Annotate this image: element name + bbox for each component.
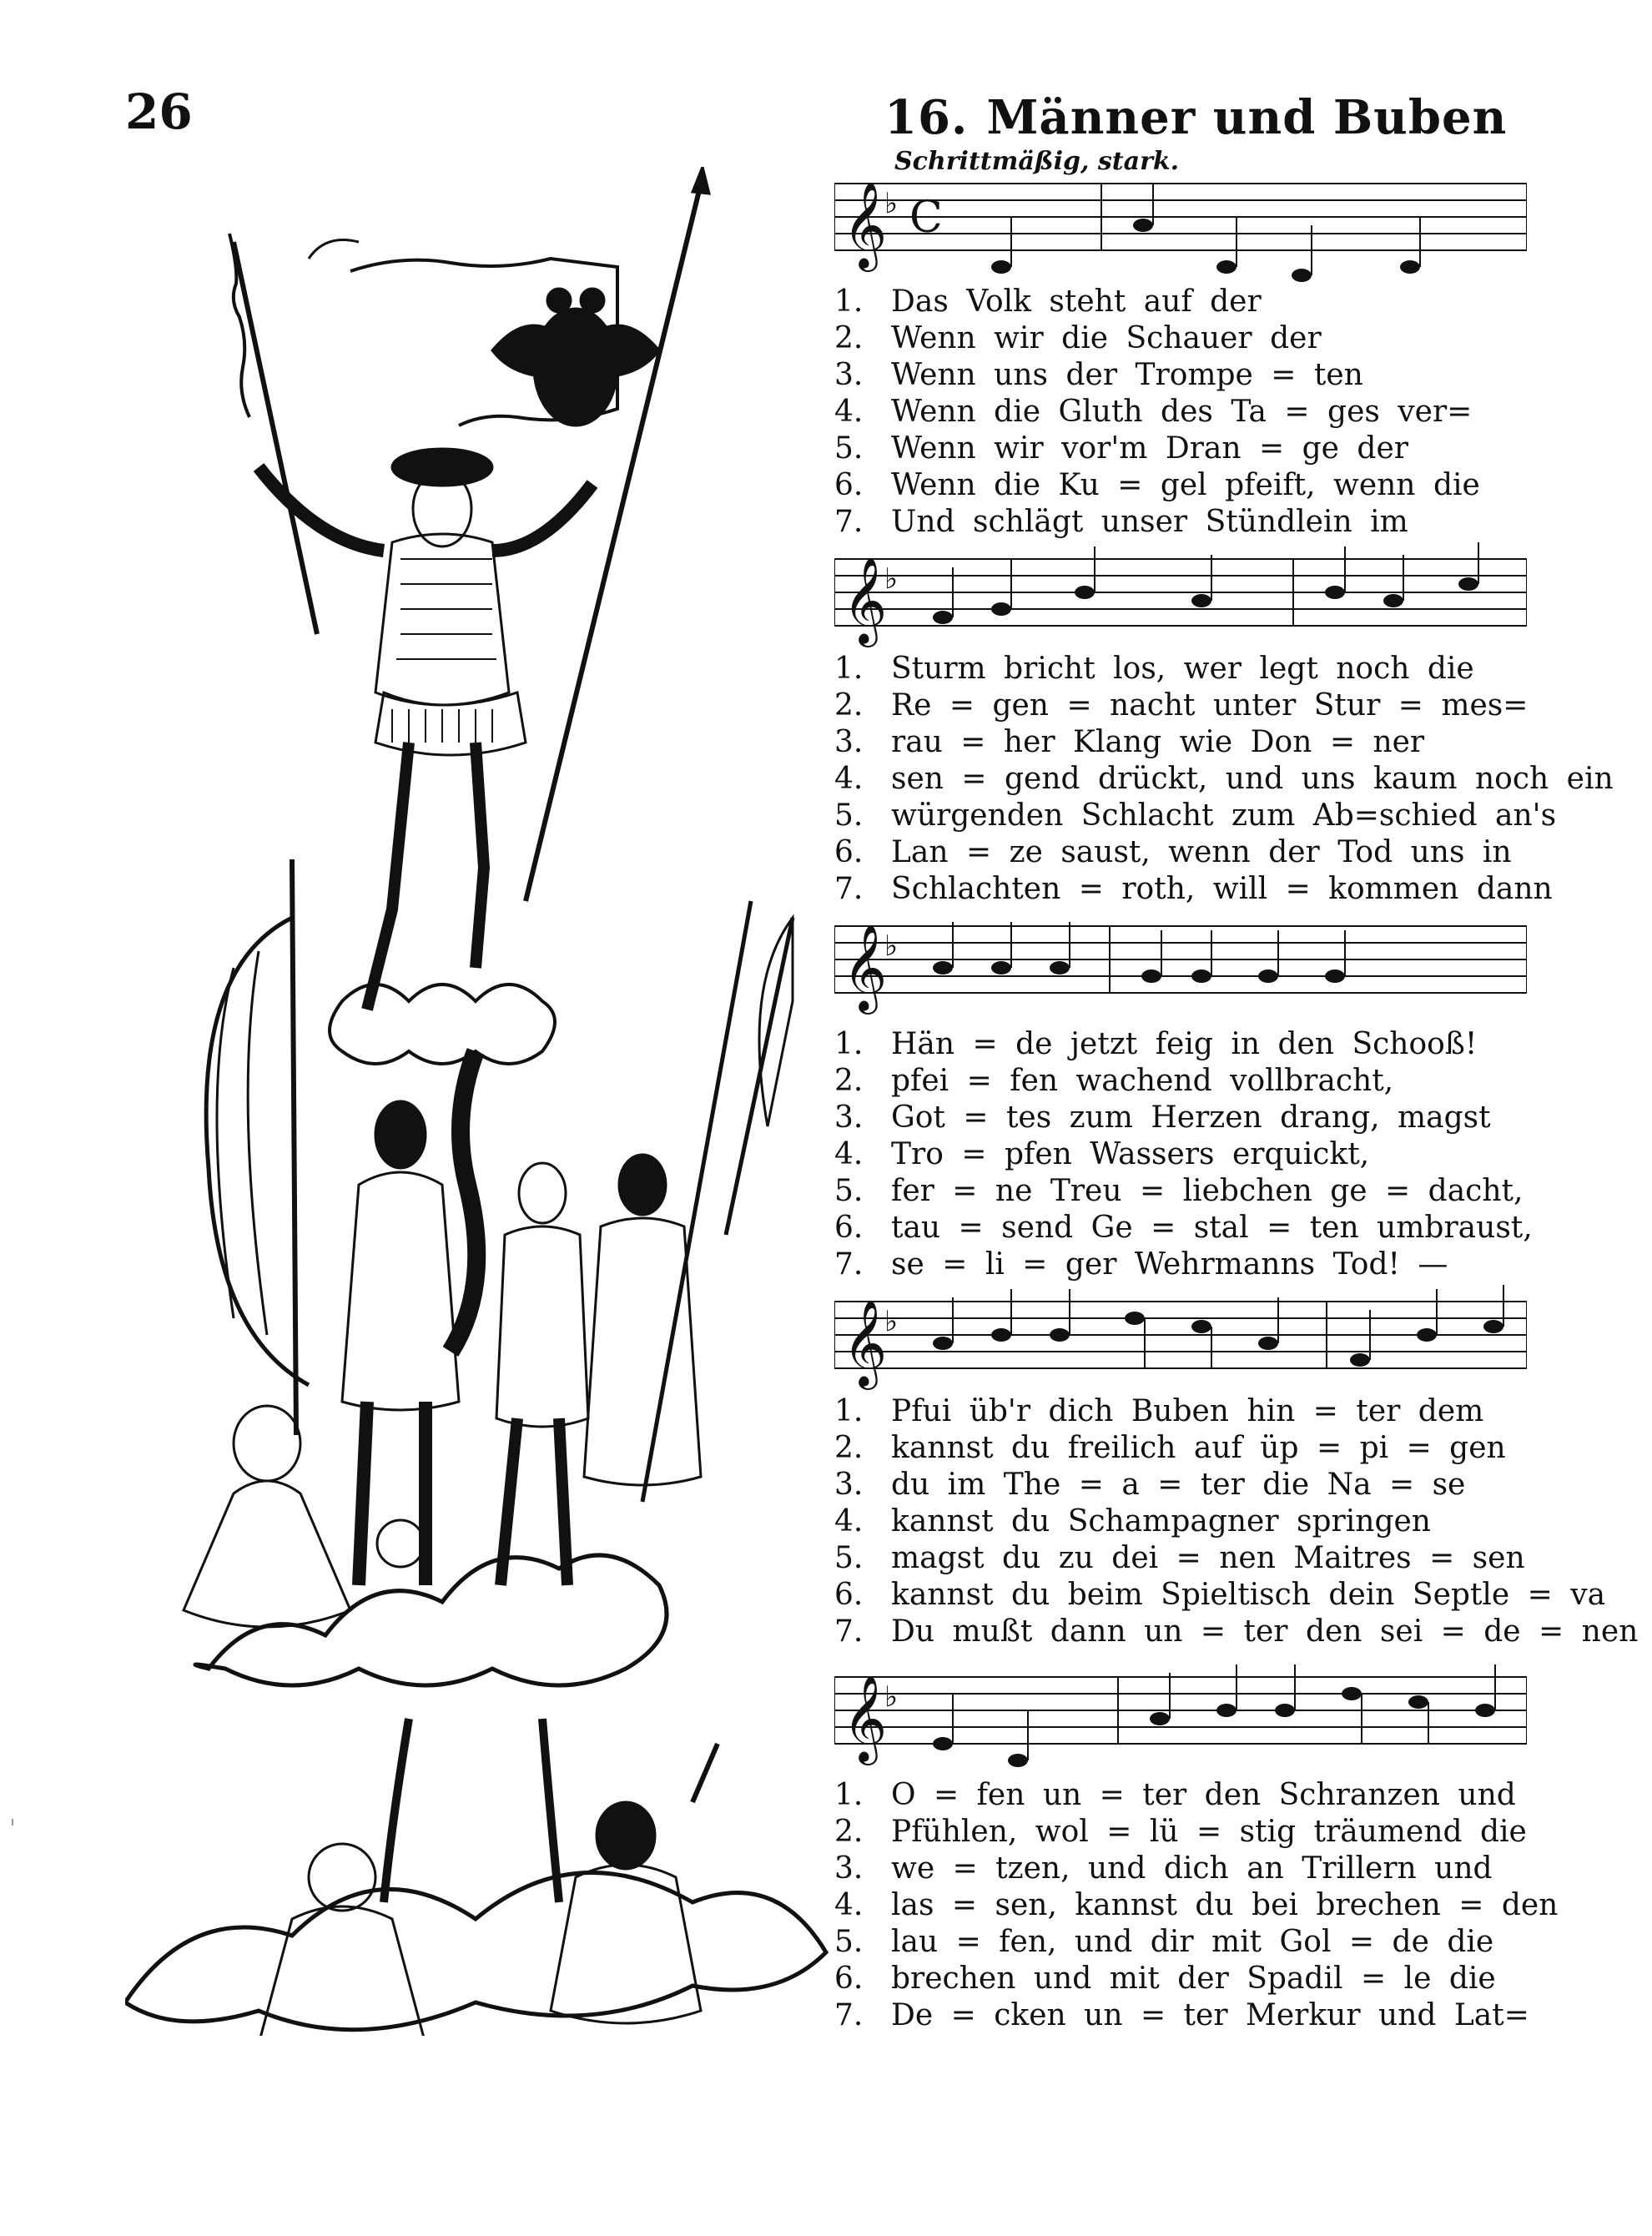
verse-line: 1. Pfui üb'r dich Buben hin = ter dem: [834, 1394, 1484, 1428]
music-staff-1: [834, 167, 1527, 300]
verse-line: 1. Hän = de jetzt feig in den Schooß!: [834, 1027, 1478, 1061]
verse-line: 7. De = cken un = ter Merkur und Lat=: [834, 1998, 1529, 2032]
tempo-marking: Schrittmäßig, stark.: [894, 147, 1180, 176]
verse-line: 4. las = sen, kannst du bei brechen = den: [834, 1888, 1559, 1922]
verse-line: 6. brechen und mit der Spadil = le die: [834, 1962, 1496, 1996]
verse-line: 4. Wenn die Gluth des Ta = ges ver=: [834, 395, 1473, 429]
verse-line: 7. Du mußt dann un = ter den sei = de = nen: [834, 1614, 1639, 1649]
verse-line: 2. pfei = fen wachend vollbracht,: [834, 1064, 1394, 1098]
verse-line: 3. Got = tes zum Herzen drang, magst: [834, 1100, 1491, 1135]
verse-block-4: [834, 1393, 1639, 1650]
verse-block-2: [834, 651, 1614, 908]
verse-line: 7. Und schlägt unser Stündlein im: [834, 505, 1408, 539]
verse-line: 2. Re = gen = nacht unter Stur = mes=: [834, 688, 1529, 723]
page-edge-mark: [12, 1819, 13, 1826]
svg-text:𝄞: 𝄞: [843, 181, 888, 269]
verse-line: 7. se = li = ger Wehrmanns Tod! —: [834, 1247, 1448, 1282]
svg-text:C: C: [909, 193, 943, 243]
verse-line: 3. rau = her Klang wie Don = ner: [834, 725, 1425, 759]
verse-line: 4. Tro = pfen Wassers erquickt,: [834, 1137, 1370, 1171]
verse-line: 4. kannst du Schampagner springen: [834, 1504, 1431, 1539]
verse-line: 6. tau = send Ge = stal = ten umbraust,: [834, 1211, 1533, 1245]
verse-line: 2. Pfühlen, wol = lü = stig träumend die: [834, 1815, 1527, 1849]
verse-line: 3. we = tzen, und dich an Trillern und: [834, 1851, 1493, 1886]
verse-line: 6. Wenn die Ku = gel pfeift, wenn die: [834, 468, 1480, 502]
verse-line: 3. du im The = a = ter die Na = se: [834, 1468, 1466, 1502]
verse-line: 5. Wenn wir vor'm Dran = ge der: [834, 431, 1408, 466]
verse-line: 1. Sturm bricht los, wer legt noch die: [834, 652, 1474, 686]
verse-block-1: [834, 284, 1527, 541]
verse-line: 1. Das Volk steht auf der: [834, 285, 1262, 319]
verse-line: 6. Lan = ze saust, wenn der Tod uns in: [834, 835, 1512, 869]
verse-block-3: [834, 1026, 1533, 1283]
verse-line: 2. kannst du freilich auf üp = pi = gen: [834, 1431, 1506, 1465]
verse-line: 7. Schlachten = roth, will = kommen dann: [834, 872, 1553, 906]
svg-text:𝄞: 𝄞: [843, 1299, 888, 1387]
svg-text:𝄞: 𝄞: [843, 924, 888, 1011]
song-title: [884, 90, 1507, 145]
verse-line: 2. Wenn wir die Schauer der: [834, 321, 1322, 355]
engraving-illustration: [125, 167, 834, 2036]
svg-text:♭: ♭: [884, 1305, 899, 1338]
music-staff-3: [834, 909, 1527, 1043]
verse-line: 5. würgenden Schlacht zum Ab=schied an's: [834, 798, 1557, 833]
music-staff-5: [834, 1660, 1527, 1794]
svg-text:𝄞: 𝄞: [843, 556, 888, 644]
verse-line: 1. O = fen un = ter den Schranzen und: [834, 1778, 1516, 1812]
svg-text:♭: ♭: [884, 562, 899, 596]
verse-line: 4. sen = gend drückt, und uns kaum noch ein: [834, 762, 1614, 796]
song-title-text: Männer und Buben: [986, 90, 1508, 145]
verse-line: 5. magst du zu dei = nen Maitres = sen: [834, 1541, 1525, 1575]
svg-text:♭: ♭: [884, 929, 899, 963]
verse-line: 5. fer = ne Treu = liebchen ge = dacht,: [834, 1174, 1524, 1208]
page-number: 26: [125, 83, 193, 140]
verse-block-5: [834, 1777, 1559, 2034]
svg-text:♭: ♭: [884, 1680, 899, 1714]
svg-text:𝄞: 𝄞: [843, 1674, 888, 1762]
verse-line: 3. Wenn uns der Trompe = ten: [834, 358, 1363, 392]
verse-line: 5. lau = fen, und dir mit Gol = de die: [834, 1925, 1494, 1959]
song-number: 16.: [884, 90, 969, 145]
verse-line: 6. kannst du beim Spieltisch dein Septle = va: [834, 1578, 1606, 1612]
svg-text:♭: ♭: [884, 187, 899, 220]
